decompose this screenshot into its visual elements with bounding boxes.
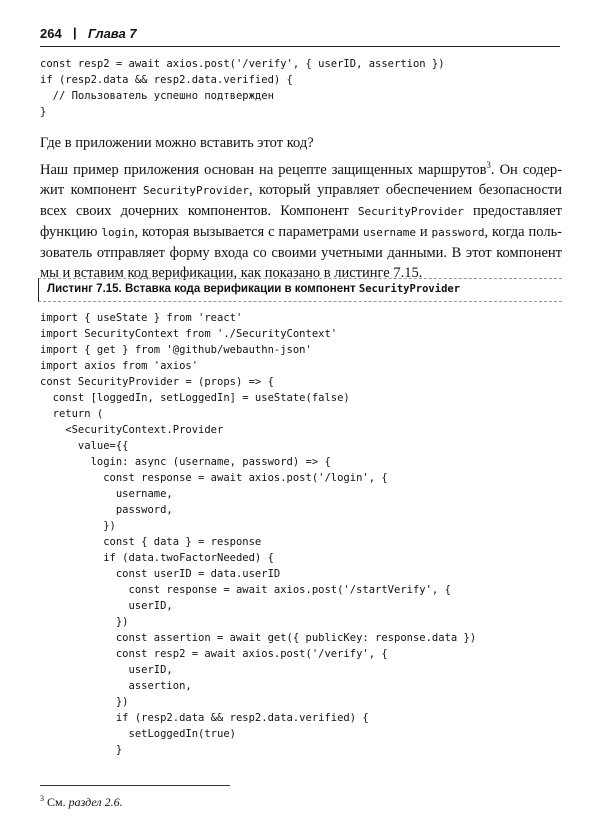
code-line: const response = await axios.post('/startVerify', { [40, 584, 451, 596]
footnote-rule [40, 785, 230, 786]
code-line: const SecurityProvider = (props) => { [40, 376, 274, 388]
code-line: import { get } from '@github/webauthn-json' [40, 344, 312, 356]
code-line: import SecurityContext from './SecurityContext' [40, 328, 338, 340]
inline-code: SecurityProvider [357, 205, 464, 218]
running-header [40, 24, 560, 47]
code-line: } [40, 744, 123, 756]
code-line: const assertion = await get({ publicKey: response.data }) [40, 632, 477, 644]
section-question: Где в приложении можно вставить этот код? [40, 135, 314, 151]
code-line: const [loggedIn, setLoggedIn] = useState(false) [40, 392, 350, 404]
code-line: setLoggedIn(true) [40, 728, 236, 740]
code-line: password, [40, 504, 173, 516]
code-line: // Пользователь успешно подтвержден [40, 90, 274, 102]
inline-code: SecurityProvider [143, 184, 249, 197]
footnote-mark: 3 [40, 794, 44, 803]
code-line: userID, [40, 664, 173, 676]
code-line: } [40, 106, 47, 118]
code-line: userID, [40, 600, 173, 612]
code-line: const response = await axios.post('/login', { [40, 472, 388, 484]
code-line: login: async (username, password) => { [40, 456, 331, 468]
code-line: username, [40, 488, 173, 500]
code-line: if (resp2.data && resp2.data.verified) { [40, 74, 293, 86]
paragraph-line: мы и вставим код верификации, как показано в листинге 7.15. [40, 265, 423, 281]
body-paragraph [40, 160, 562, 283]
code-line: if (data.twoFactorNeeded) { [40, 552, 274, 564]
paragraph-line: функцию login, которая вызывается с параметрами username и password, когда поль- [40, 224, 563, 240]
code-line: value={{ [40, 440, 129, 452]
paragraph-line: всех своих дочерних компонентов. Компонент SecurityProvider предоставляет [40, 203, 562, 219]
code-line: <SecurityContext.Provider [40, 424, 224, 436]
page-number: 264 [40, 26, 62, 41]
inline-code: login [101, 226, 135, 239]
code-line: const resp2 = await axios.post('/verify', { [40, 648, 388, 660]
header-separator: | [73, 25, 77, 40]
code-line: const resp2 = await axios.post('/verify', { userID, assertion }) [40, 58, 445, 70]
paragraph-line: зователь отправляет форму входа со своими учетными данными. В этот компонент [40, 245, 562, 261]
code-line: assertion, [40, 680, 192, 692]
footnote-section-ref: раздел 2.6. [68, 795, 123, 809]
inline-code: password [431, 226, 485, 239]
inline-code: username [362, 226, 416, 239]
code-line: return ( [40, 408, 104, 420]
code-line: import axios from 'axios' [40, 360, 199, 372]
listing-title-code: SecurityProvider [358, 283, 461, 295]
code-line: }) [40, 520, 116, 532]
listing-title: Листинг 7.15. Вставка кода верификации в компонент SecurityProvider [47, 283, 461, 295]
code-listing [40, 310, 476, 758]
code-line: }) [40, 696, 129, 708]
listing-caption-box [38, 278, 562, 302]
code-snippet-top [40, 56, 445, 120]
code-line: const userID = data.userID [40, 568, 281, 580]
chapter-title: Глава 7 [88, 26, 137, 41]
code-line: if (resp2.data && resp2.data.verified) { [40, 712, 369, 724]
paragraph-line: жит компонент SecurityProvider, который управляет обеспечением безопасности [40, 182, 563, 198]
footnote-ref[interactable]: 3 [486, 160, 491, 171]
footnote: $^3$ См. раздел 2.6. [40, 794, 123, 809]
code-line: const { data } = response [40, 536, 262, 548]
code-line: }) [40, 616, 129, 628]
code-line: import { useState } from 'react' [40, 312, 243, 324]
paragraph-line: Наш пример приложения основан на рецепте защищенных маршрутов$^3$. Он содер- [40, 160, 562, 178]
